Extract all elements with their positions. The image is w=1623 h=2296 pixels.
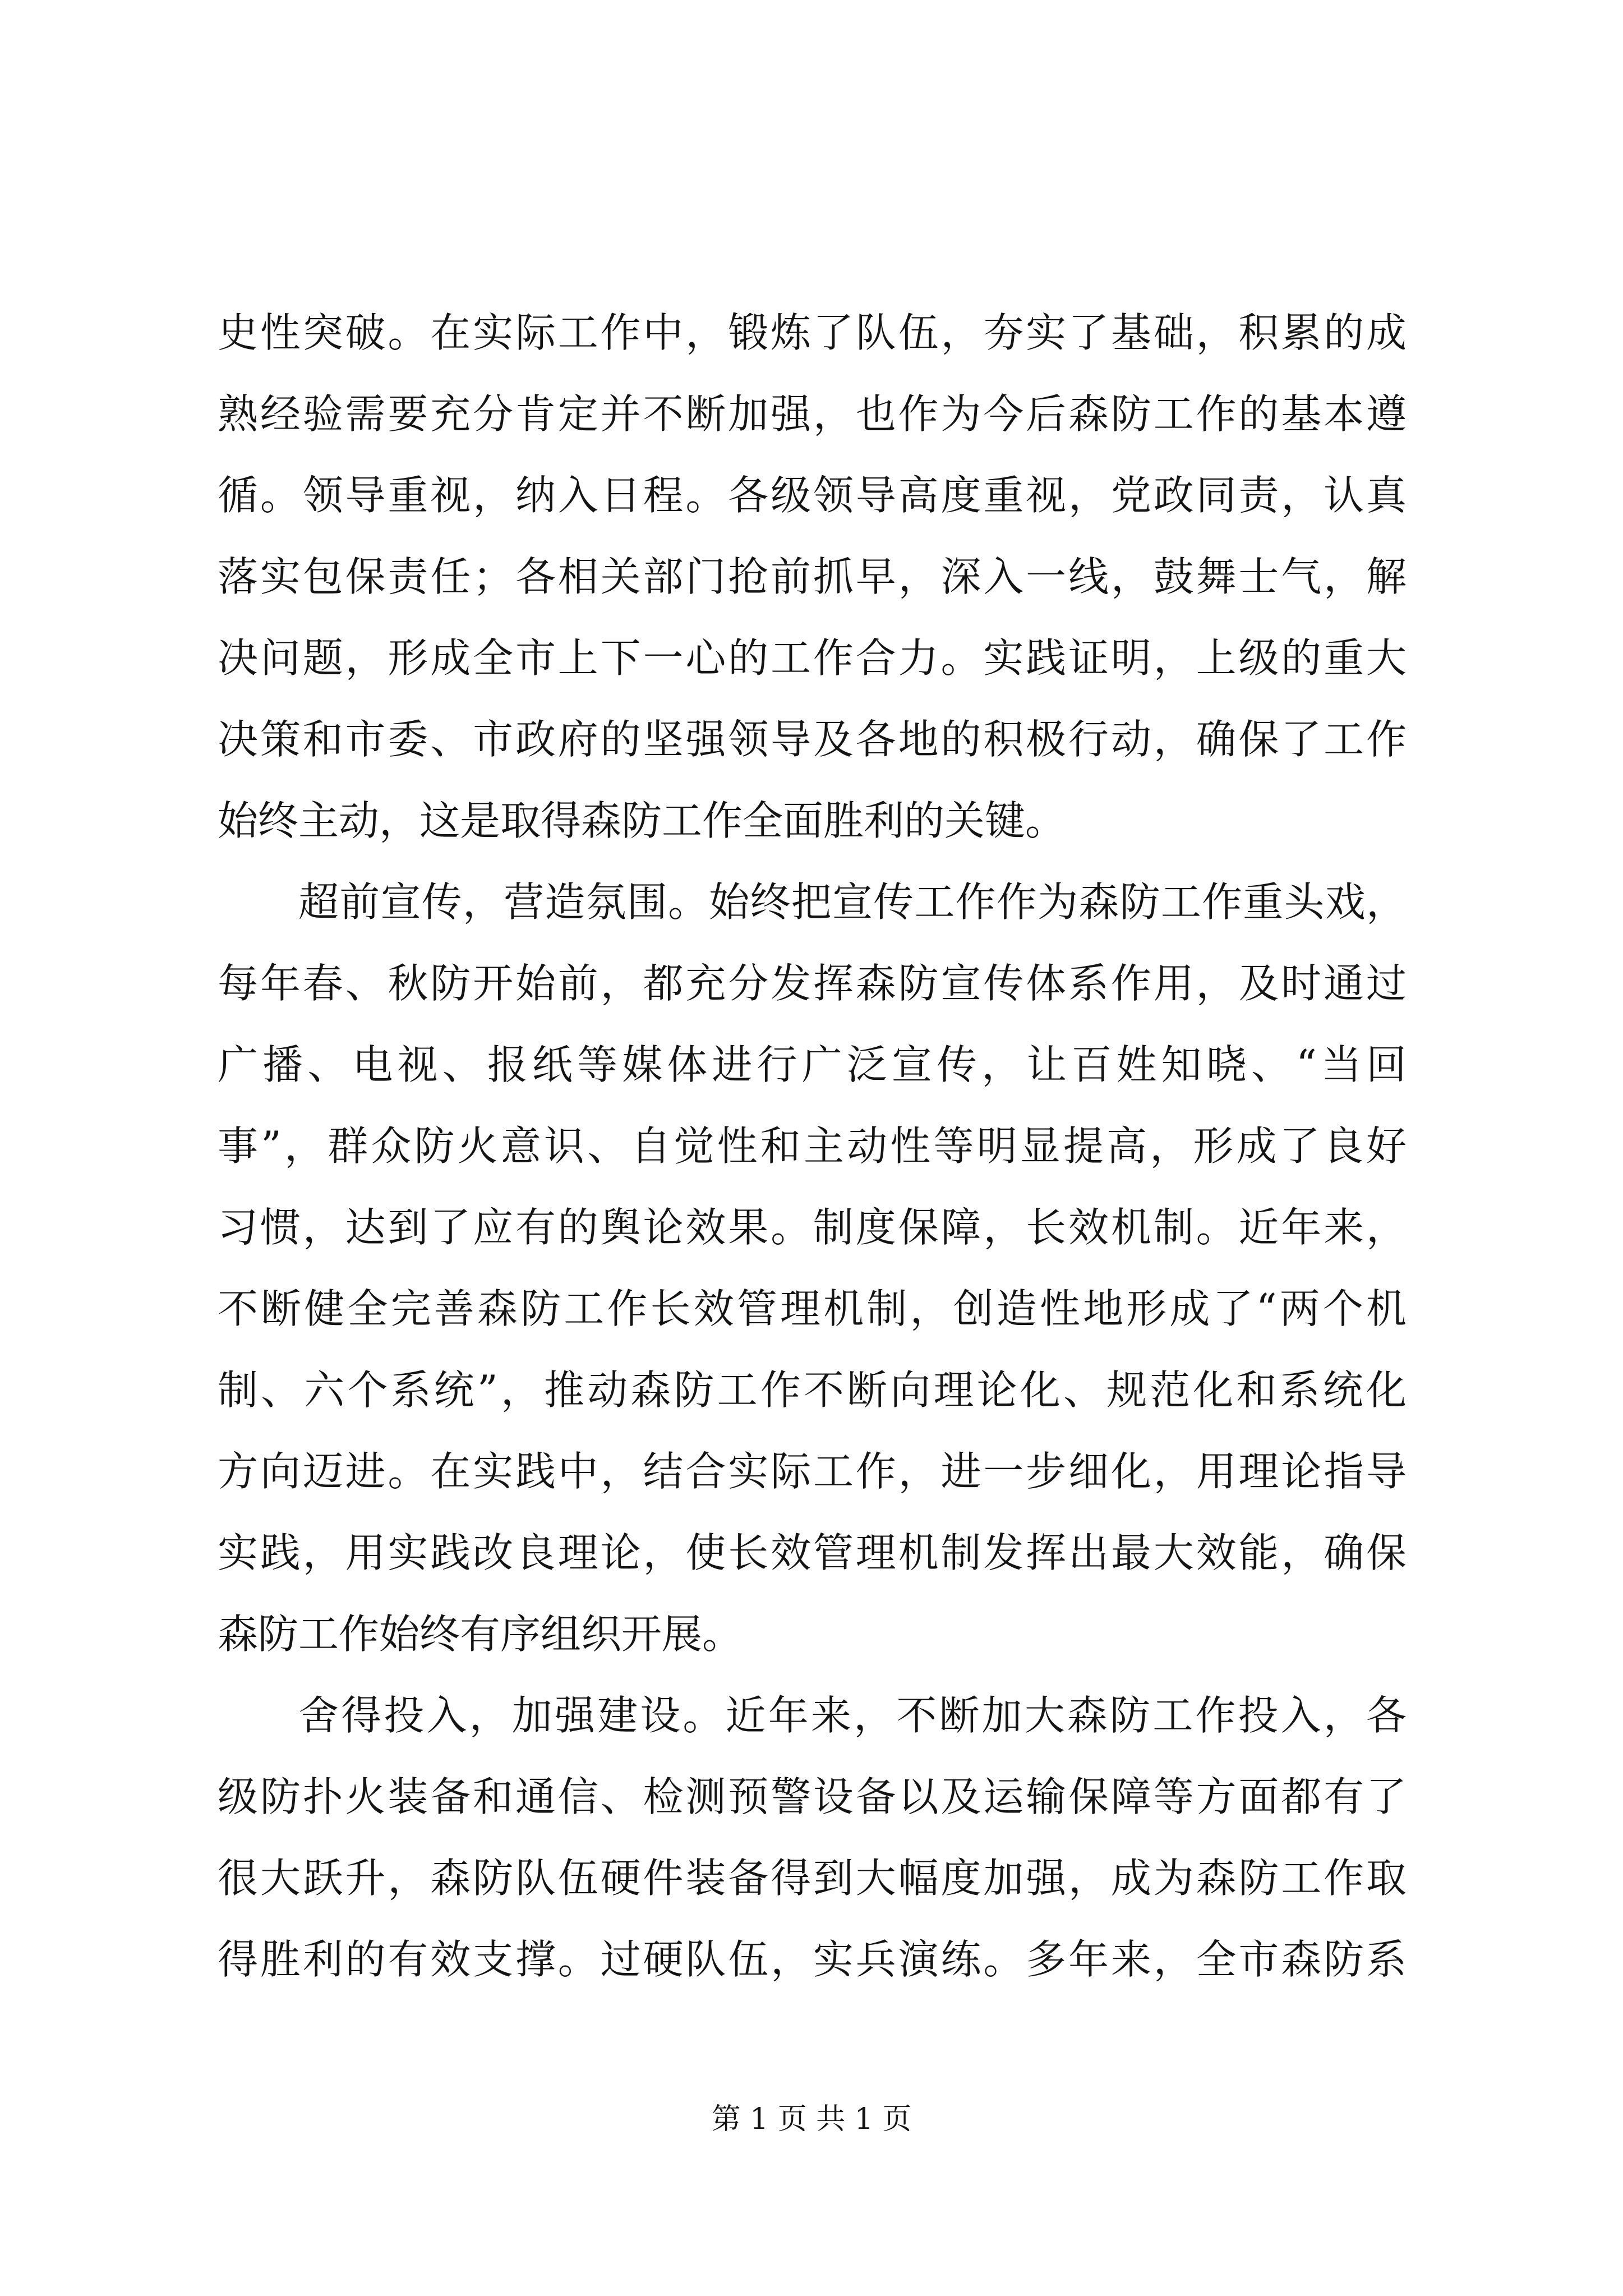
paragraph-3 <box>218 1675 1407 2000</box>
text-line: 落实包保责任；各相关部门抢前抓早，深入一线，鼓舞士气，解 <box>218 553 1407 600</box>
text-line: 每年春、秋防开始前，都充分发挥森防宣传体系作用，及时通过 <box>218 960 1407 1007</box>
text-line: 始终主动，这是取得森防工作全面胜利的关键。 <box>218 797 1066 844</box>
paragraph-1 <box>218 292 1407 862</box>
text-line: 制、六个系统”，推动森防工作不断向理论化、规范化和系统化 <box>218 1366 1407 1414</box>
text-line: 很大跃升，森防队伍硬件装备得到大幅度加强，成为森防工作取 <box>218 1855 1407 1902</box>
text-line: 不断健全完善森防工作长效管理机制，创造性地形成了“两个机 <box>218 1285 1407 1332</box>
text-line: 决策和市委、市政府的坚强领导及各地的积极行动，确保了工作 <box>218 716 1407 763</box>
text-line: 舍得投入，加强建设。近年来，不断加大森防工作投入，各 <box>298 1692 1407 1739</box>
text-line: 得胜利的有效支撑。过硬队伍，实兵演练。多年来，全市森防系 <box>218 1936 1407 1983</box>
text-line: 森防工作始终有序组织开展。 <box>218 1611 743 1658</box>
text-line: 级防扑火装备和通信、检测预警设备以及运输保障等方面都有了 <box>218 1773 1407 1820</box>
text-line: 循。领导重视，纳入日程。各级领导高度重视，党政同责，认真 <box>218 472 1407 519</box>
text-line: 超前宣传，营造氛围。始终把宣传工作作为森防工作重头戏， <box>298 878 1407 926</box>
text-line: 决问题，形成全市上下一心的工作合力。实践证明，上级的重大 <box>218 634 1407 682</box>
text-line: 熟经验需要充分肯定并不断加强，也作为今后森防工作的基本遵 <box>218 390 1407 438</box>
text-line: 习惯，达到了应有的舆论效果。制度保障，长效机制。近年来， <box>218 1204 1407 1251</box>
text-line: 史性突破。在实际工作中，锻炼了队伍，夯实了基础，积累的成 <box>218 309 1407 356</box>
text-line: 实践，用实践改良理论，使长效管理机制发挥出最大效能，确保 <box>218 1529 1407 1576</box>
paragraph-2 <box>218 862 1407 1675</box>
text-line: 广播、电视、报纸等媒体进行广泛宣传，让百姓知晓、“当回 <box>218 1041 1407 1088</box>
text-line: 方向迈进。在实践中，结合实际工作，进一步细化，用理论指导 <box>218 1448 1407 1495</box>
page-footer: 第 1 页 共 1 页 <box>711 2102 912 2136</box>
text-line: 事”，群众防火意识、自觉性和主动性等明显提高，形成了良好 <box>218 1122 1407 1170</box>
document-body <box>218 292 1407 2000</box>
